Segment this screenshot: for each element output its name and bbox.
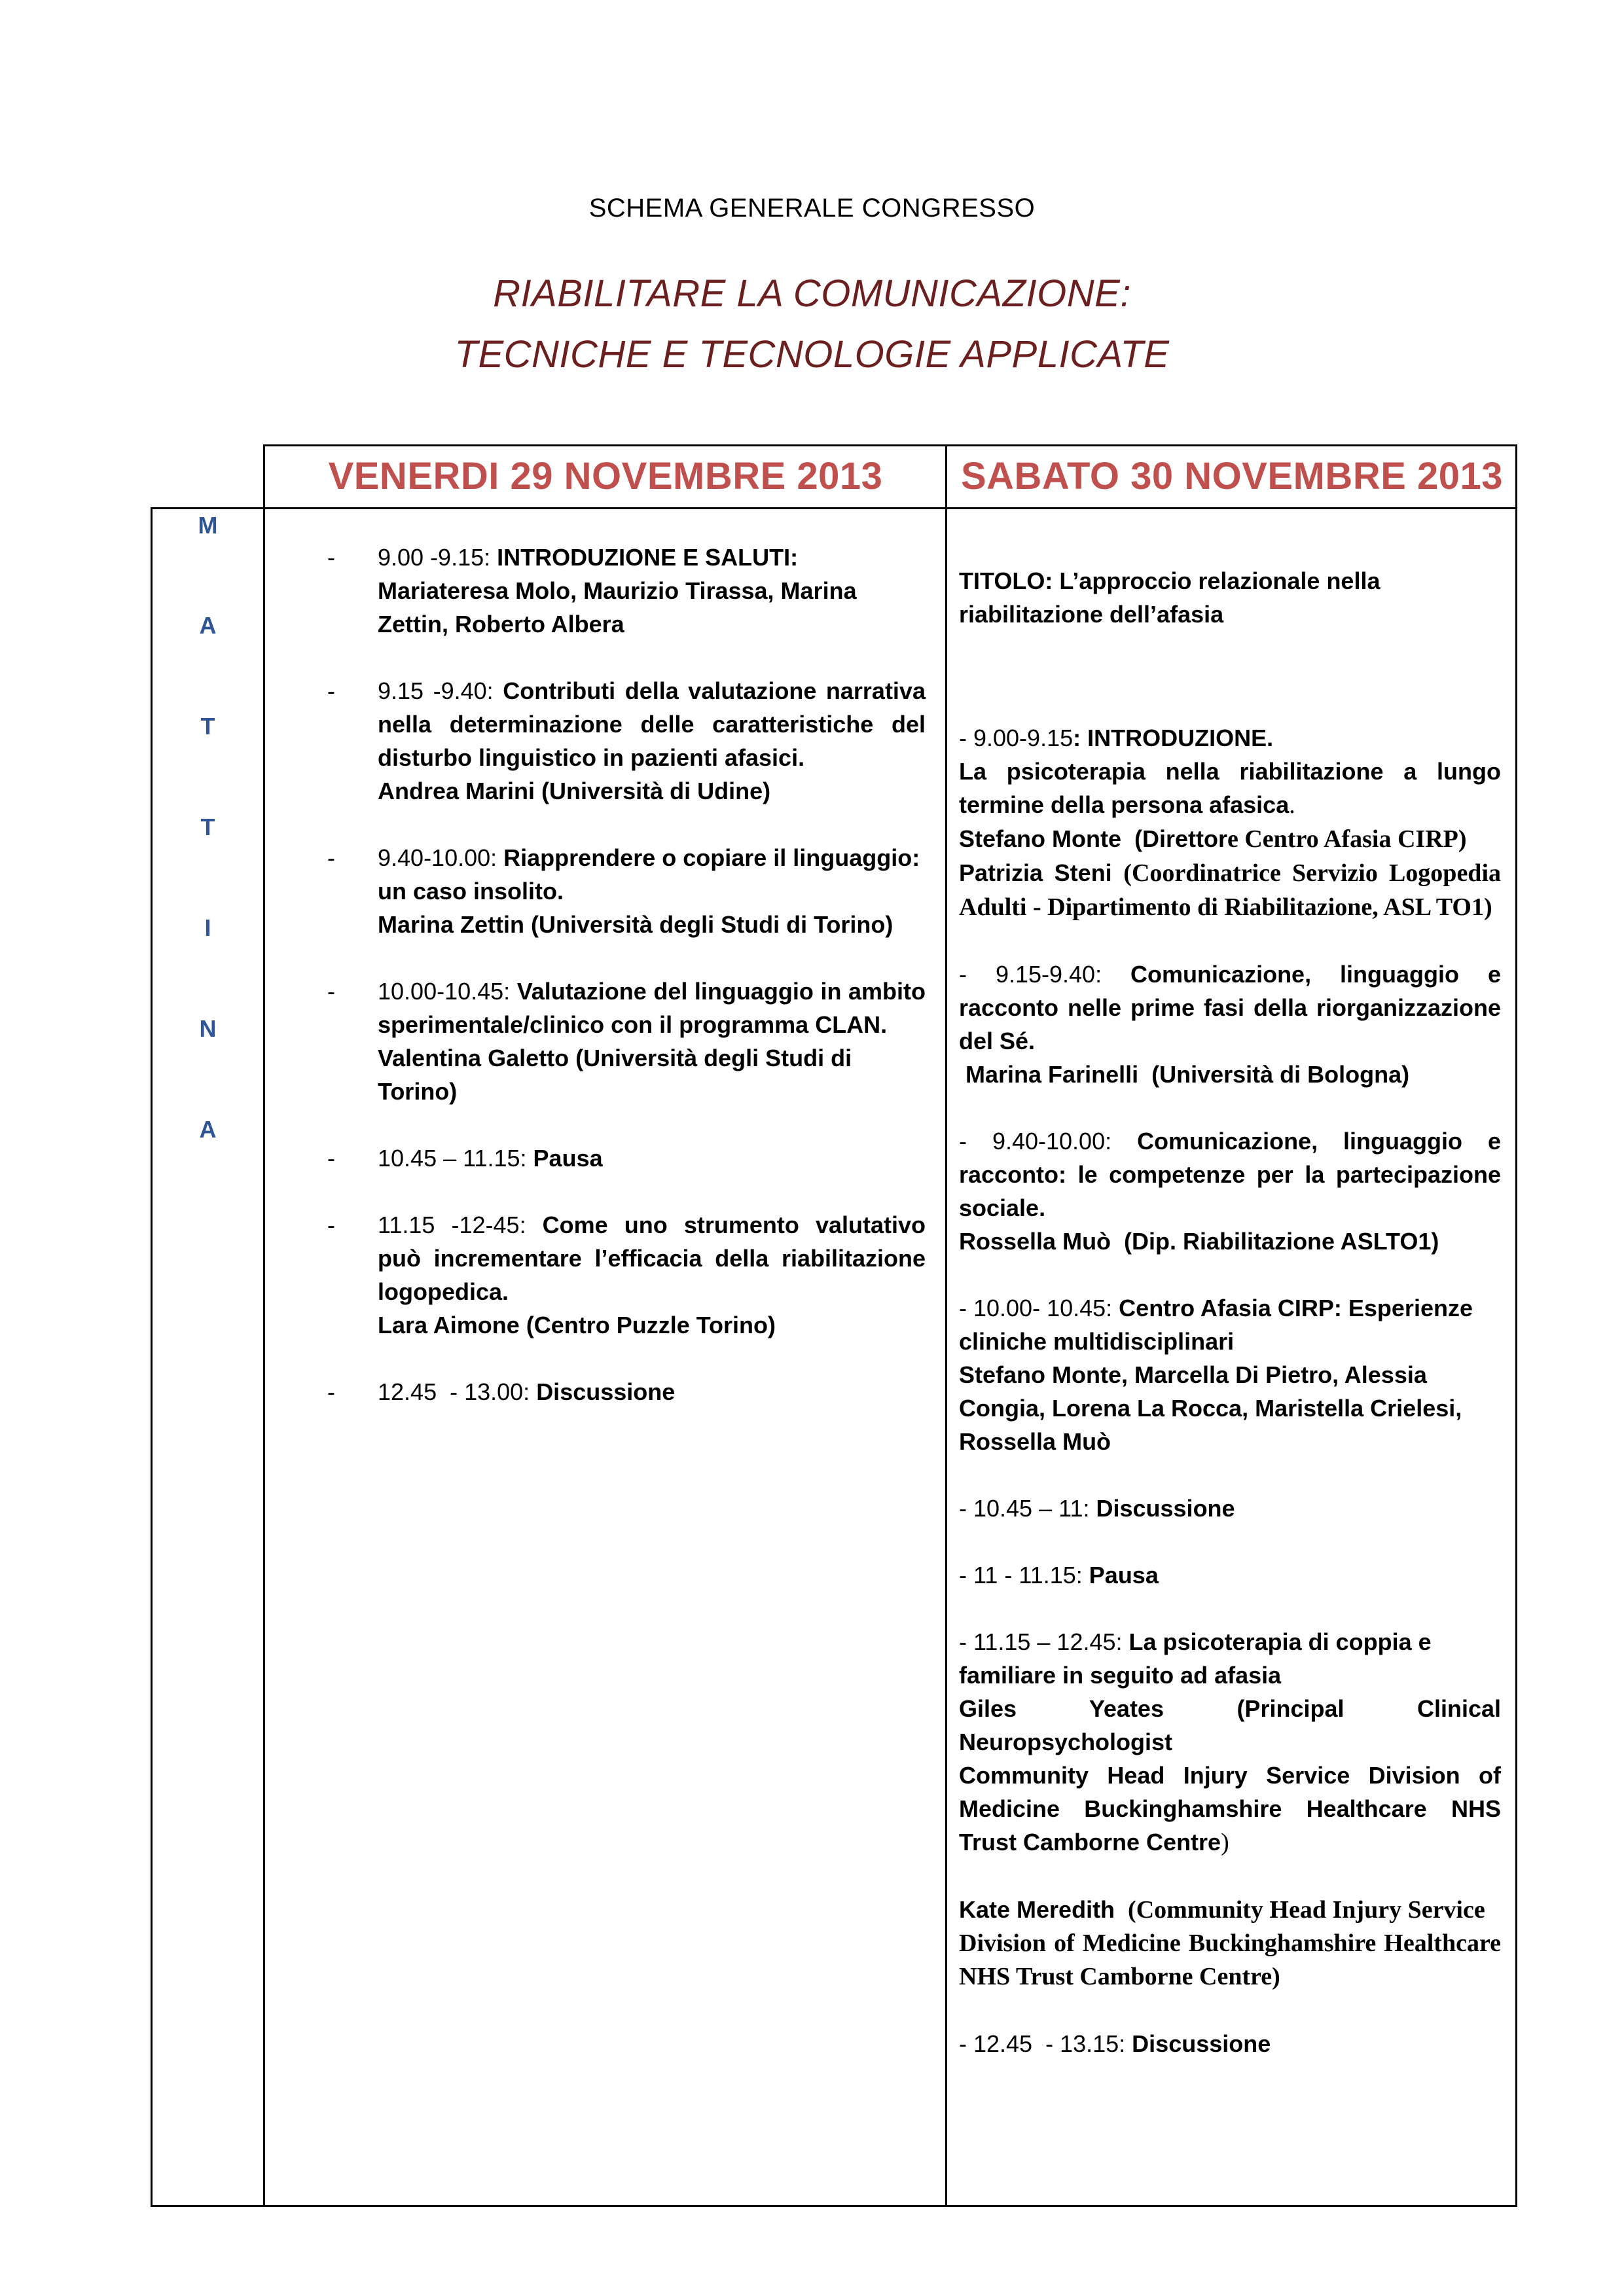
item-time: 12.45 - 13.00: [378,1378,537,1405]
item-topic: Pausa [1089,1562,1159,1588]
item-topic: Pausa [533,1145,603,1172]
item-speaker-affiliation-end: ) [1221,1829,1229,1856]
table-side-divider [263,444,265,2207]
item-speaker: Marina Zettin (Università degli Studi di Torino) [378,911,893,938]
item-speaker: Valentina Galetto (Università degli Studi di Torino) [378,1045,852,1105]
item-topic: Valutazione del linguaggio in ambito sperimentale/clinico con il programma CLAN. [378,978,926,1038]
day-header-friday: VENERDI 29 NOVEMBRE 2013 [328,455,883,497]
item-topic: Centro Afasia CIRP: Esperienze cliniche multidisciplinari [959,1295,1473,1355]
item-time: - 12.45 - 13.15: [959,2030,1132,2057]
item-dash: - [327,677,335,704]
schedule-item [321,541,926,641]
side-letter: T [200,713,215,740]
item-topic: Come uno strumento valutativo può incrementare l’efficacia della riabilitazione logopedica. [378,1211,926,1305]
item-speaker-role: e Centro Afasia CIRP) [1227,825,1467,853]
schedule-item [959,1558,1501,1592]
item-speaker: Stefano Monte, Marcella Di Pietro, Alessia Congia, Lorena La Rocca, Maristella Crielesi, Rossella Muò [959,1361,1462,1455]
item-topic: La psicoterapia di coppia e familiare in seguito ad afasia [959,1628,1432,1689]
congress-title-line-1: RIABILITARE LA COMUNICAZIONE: [493,272,1131,315]
table-bottom-border [151,2205,1517,2207]
item-time: 9.15 -9.40: [378,677,503,704]
schedule-item [321,975,926,1108]
item-dash: - [327,1145,335,1172]
table-day-divider [945,444,947,2207]
item-topic: Discussione [1132,2030,1271,2057]
item-topic: Riapprendere o copiare il linguaggio: un caso insolito. [378,844,920,905]
friday-schedule [321,541,926,1408]
schedule-item [321,1375,926,1408]
side-letter: N [199,1015,217,1042]
item-speaker: Patrizia Steni [959,859,1124,886]
item-topic: INTRODUZIONE E SALUTI: [497,544,799,571]
item-time: - 9.40-10.00: [959,1128,1138,1155]
saturday-schedule [959,541,1501,2060]
item-speaker: Kate Meredith [959,1896,1128,1923]
item-dash: - [327,1211,335,1238]
schedule-item [959,2027,1501,2060]
day-header-saturday: SABATO 30 NOVEMBRE 2013 [960,455,1504,497]
congress-title-line-2: TECNICHE E TECNOLOGIE APPLICATE [454,333,1170,376]
item-description-end: . [1289,791,1295,819]
schedule-item [321,1141,926,1175]
item-topic: Comunicazione, linguaggio e racconto nelle prime fasi della riorganizzazione del Sé. [959,961,1501,1054]
item-time: 10.00-10.45: [378,978,517,1005]
item-speaker: Andrea Marini (Università di Udine) [378,778,771,804]
item-dash: - [327,978,335,1005]
item-time: - 11.15 – 12.45: [959,1628,1129,1655]
schedule-item [959,1291,1501,1458]
item-speaker-role: (Community Head Injury Service [1128,1896,1485,1924]
item-topic: Discussione [536,1378,676,1405]
item-topic: Contributi della valutazione narrativa nella determinazione delle caratteristiche del disturbo linguistico in pazienti afasici. [378,677,926,771]
item-speaker: Stefano Monte [959,825,1134,852]
item-speaker-role: (Direttor [1134,825,1227,852]
item-speaker-affiliation: Community Head Injury Service Division of Medicine Buckinghamshire Healthcare NHS Trust Camborne Centre [959,1762,1501,1856]
item-topic: Comunicazione, linguaggio e racconto: le competenze per la partecipazione sociale. [959,1128,1501,1221]
item-speaker: Mariateresa Molo, Maurizio Tirassa, Marina Zettin, Roberto Albera [378,577,857,637]
table-right-border [1515,444,1517,2207]
item-dash: - [327,844,335,871]
item-speaker-affiliation: Division of Medicine Buckinghamshire Healthcare NHS Trust Camborne Centre) [959,1929,1501,1990]
side-letter: T [200,814,215,840]
item-speaker: Rossella Muò (Dip. Riabilitazione ASLTO1) [959,1228,1439,1255]
item-time: - 10.45 – 11: [959,1495,1096,1522]
side-letter: I [204,914,211,941]
table-left-border [151,507,153,2207]
item-time: - 10.00- 10.45: [959,1295,1119,1321]
schedule-item [959,1124,1501,1258]
item-time: - 11 - 11.15: [959,1562,1089,1588]
item-dash: - [327,544,335,571]
side-letter: A [199,612,217,639]
schedule-item [321,674,926,808]
item-time: 9.00 -9.15: [378,544,497,571]
item-speaker: Giles Yeates (Principal Clinical Neuropsychologist [959,1695,1501,1755]
schedule-item [959,1492,1501,1525]
item-speaker-role: (Coordinatrice Servizio Logopedia Adulti - Dipartimento di Riabilitazione, ASL TO1) [959,859,1501,921]
schedule-item [321,1208,926,1342]
side-letter: A [199,1116,217,1143]
item-time: 11.15 -12-45: [378,1211,543,1238]
item-time: - 9.15-9.40: [959,961,1131,988]
schedule-item [959,958,1501,1091]
item-description: La psicoterapia nella riabilitazione a lungo termine della persona afasica [959,758,1501,818]
item-topic: : INTRODUZIONE. [1073,725,1274,751]
document-heading: SCHEMA GENERALE CONGRESSO [588,194,1036,223]
side-letter: M [198,512,218,539]
item-speaker: Lara Aimone (Centro Puzzle Torino) [378,1312,776,1338]
item-dash: - [327,1378,335,1405]
item-time: 9.40-10.00: [378,844,504,871]
item-time: 10.45 – 11.15: [378,1145,533,1172]
item-time: - 9.00-9.15 [959,725,1074,751]
schedule-item [321,841,926,941]
schedule-item [959,721,1501,924]
session-title: TITOLO: L’approccio relazionale nella riabilitazione dell’afasia [959,567,1380,628]
item-speaker: Marina Farinelli (Università di Bologna) [959,1061,1410,1088]
schedule-item [959,1625,1501,1994]
item-topic: Discussione [1096,1495,1235,1522]
